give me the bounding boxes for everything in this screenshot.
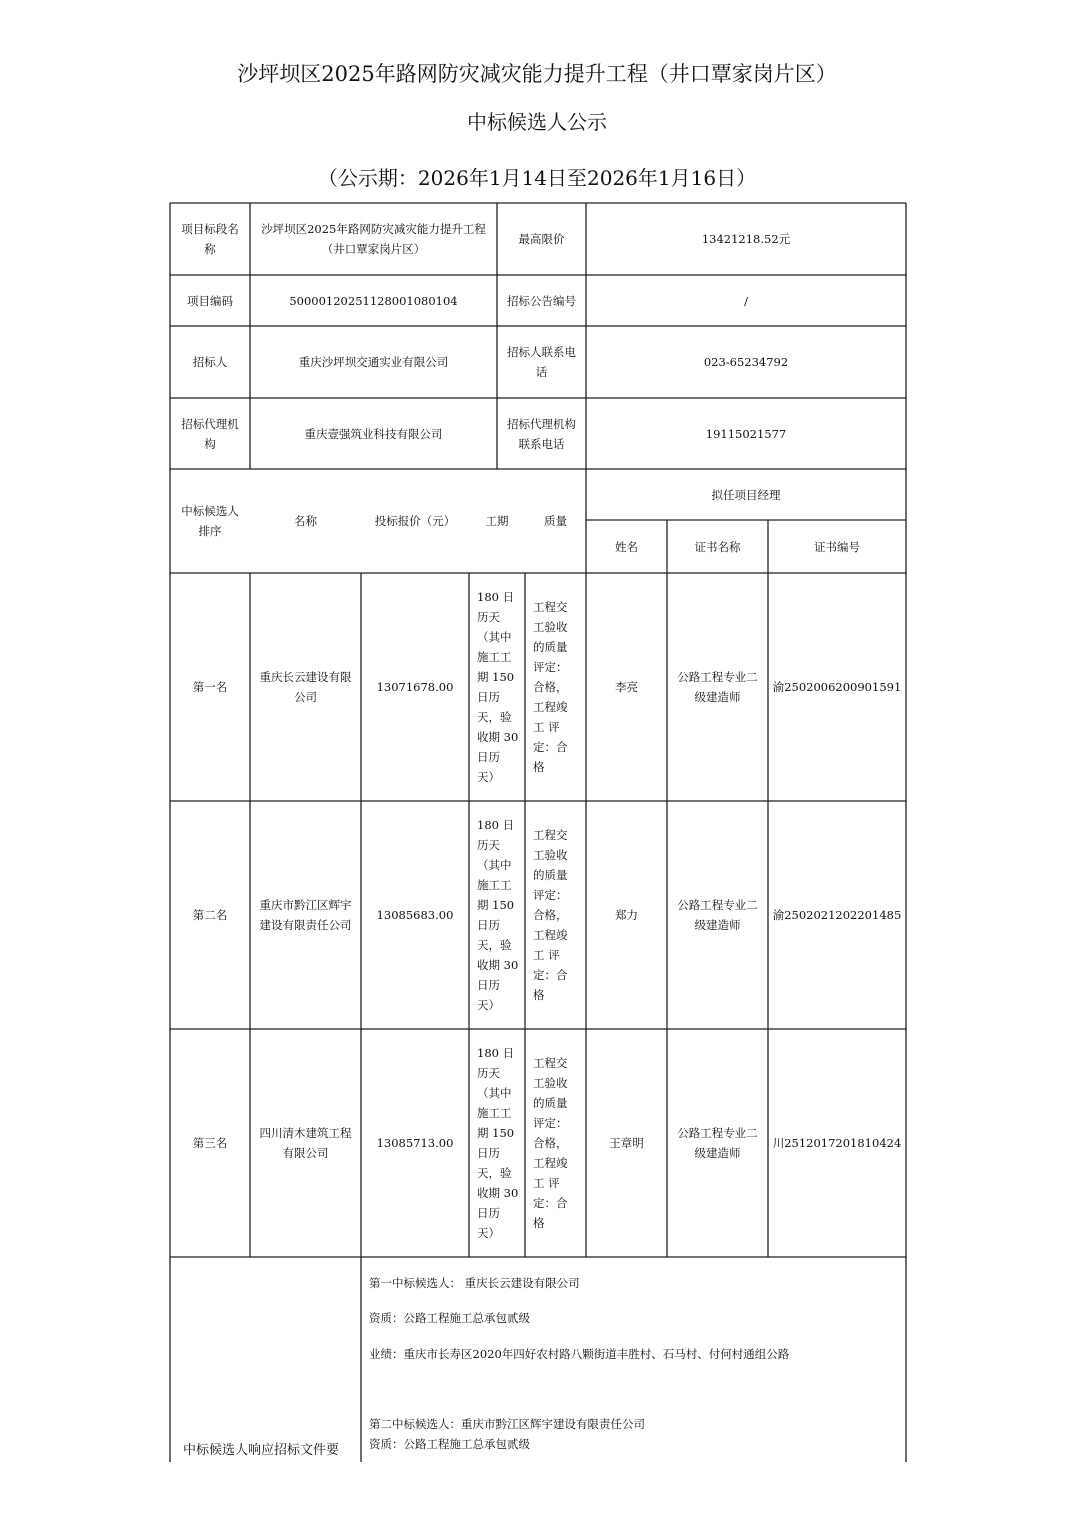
table-row-2-price: 13085683.00 [376, 908, 454, 922]
tenderer-label: 招标人 [192, 355, 228, 369]
col-rank: 中标候选人 排序 [181, 504, 239, 538]
table-row-3-manager: 王章明 [609, 1136, 644, 1150]
response-label: 中标候选人响应招标文件要 [183, 1443, 340, 1458]
table-row-3-price: 13085713.00 [376, 1136, 454, 1150]
col-manager: 拟任项目经理 [711, 487, 781, 502]
table-row-3-quality: 工程交 工验收 的质量 评定： 合格， 工程竣 工 评 定：合 格 [533, 1056, 568, 1230]
page-subtitle: 中标候选人公示 [467, 110, 607, 134]
table-row-1-manager: 李亮 [615, 680, 638, 694]
section-name-value: 沙坪坝区2025年路网防灾减灾能力提升工程 （井口覃家岗片区） [261, 222, 486, 256]
col-price: 投标报价（元） [374, 514, 456, 528]
table-row-3-rank: 第三名 [192, 1136, 228, 1150]
max-price-label: 最高限价 [518, 232, 565, 246]
agent-phone-value: 19115021577 [705, 426, 787, 441]
table-row-1-cert-name: 公路工程专业二 级建造师 [677, 670, 758, 704]
table-row-3-cert-name: 公路工程专业二 级建造师 [677, 1126, 758, 1160]
table-row-1-quality: 工程交 工验收 的质量 评定： 合格， 工程竣 工 评 定：合 格 [533, 600, 568, 774]
tenderer-phone-label: 招标人联系电 话 [507, 345, 576, 379]
second-qualification: 资质：公路工程施工总承包贰级 [369, 1437, 530, 1451]
max-price-value: 13421218.52元 [701, 232, 791, 246]
col-manager-name: 姓名 [615, 539, 638, 554]
col-quality: 质量 [544, 514, 567, 528]
col-cert-name: 证书名称 [694, 539, 741, 554]
agent-phone-label: 招标代理机构 联系电话 [507, 416, 576, 451]
table-row-2-cert-no: 渝2502021202201485 [772, 908, 902, 922]
table-row-3-period: 180 日 历天 （其中 施工工 期 150 日历 天，验 收期 30 日历 天） [477, 1046, 519, 1240]
second-candidate: 第二中标候选人：重庆市黔江区辉宇建设有限责任公司 [369, 1417, 645, 1431]
table-row-2-name: 重庆市黔江区辉宇 建设有限责任公司 [259, 898, 352, 932]
agent-value: 重庆壹强筑业科技有限公司 [304, 426, 443, 441]
table-row-2-quality: 工程交 工验收 的质量 评定： 合格， 工程竣 工 评 定：合 格 [533, 828, 568, 1002]
table-row-1-period: 180 日 历天 （其中 施工工 期 150 日历 天，验 收期 30 日历 天） [477, 590, 519, 784]
tenderer-value: 重庆沙坪坝交通实业有限公司 [298, 355, 449, 369]
first-qualification: 资质：公路工程施工总承包贰级 [369, 1311, 530, 1325]
project-code-value: 500001202511280010801​04 [289, 293, 458, 308]
col-cert-no: 证书编号 [814, 539, 860, 554]
table-row-1-name: 重庆长云建设有限 公司 [259, 670, 352, 704]
tenderer-phone-value: 023-65234792 [703, 355, 789, 369]
notice-no-value: / [744, 293, 748, 308]
first-performance: 业绩：重庆市长寿区2020年四好农村路八颗街道丰胜村、石马村、付何村通组公路 [369, 1347, 790, 1361]
table-row-1-cert-no: 渝2502006200901591 [772, 680, 902, 694]
first-candidate: 第一中标候选人： 重庆长云建设有限公司 [369, 1276, 580, 1290]
notice-no-label: 招标公告编号 [507, 293, 576, 308]
table-row-3-name: 四川清木建筑工程 有限公司 [259, 1126, 352, 1160]
page-title: 沙坪坝区2025年路网防灾减灾能力提升工程（井口覃家岗片区） [237, 62, 837, 86]
col-period: 工期 [485, 514, 509, 528]
table-row-2-period: 180 日 历天 （其中 施工工 期 150 日历 天，验 收期 30 日历 天） [477, 818, 519, 1012]
publicity-period: （公示期：2026年1月14日至2026年1月16日） [317, 166, 757, 190]
section-name-label: 项目标段名 称 [181, 222, 239, 256]
table-row-1-rank: 第一名 [192, 680, 228, 694]
project-code-label: 项目编码 [187, 293, 233, 308]
table-row-1-price: 13071678.00 [376, 680, 454, 694]
table-row-2-cert-name: 公路工程专业二 级建造师 [677, 898, 758, 932]
col-name: 名称 [294, 514, 317, 528]
table-row-2-rank: 第二名 [192, 908, 228, 922]
agent-label: 招标代理机 构 [181, 416, 239, 451]
table-row-2-manager: 郑力 [615, 908, 638, 922]
table-row-3-cert-no: 川2512017201810424 [772, 1136, 902, 1150]
